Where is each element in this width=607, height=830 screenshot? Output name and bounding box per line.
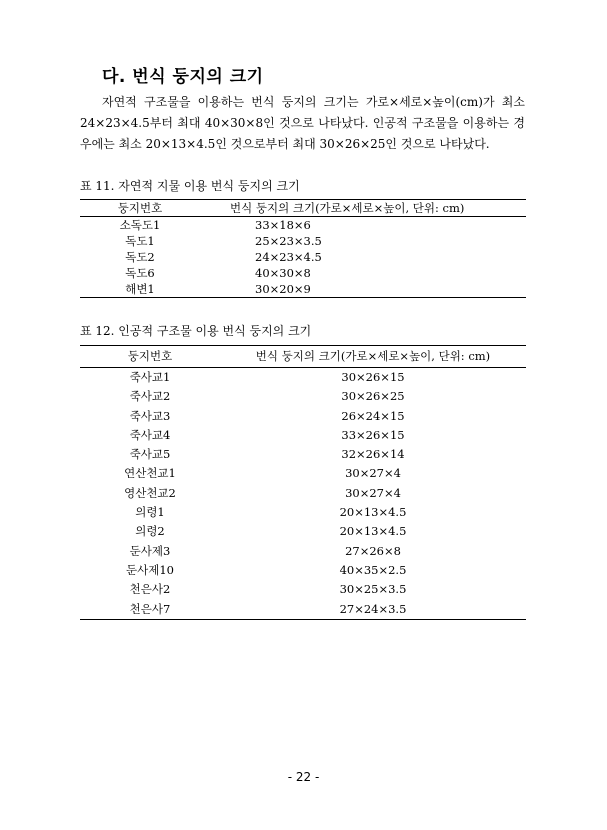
table1-caption: 표 11. 자연적 지물 이용 번식 둥지의 크기	[80, 179, 300, 193]
nest-id-cell: 독도6	[125, 266, 155, 280]
nest-id-cell: 죽사교1	[129, 370, 171, 384]
table-row	[80, 464, 526, 483]
nest-size-cell: 30×26×15	[341, 370, 405, 384]
nest-size-cell: 40×30×8	[255, 266, 311, 280]
paragraph-text: 자연적 구조물을 이용하는 번식 둥지의 크기는 가로×세로×높이(cm)가 최소 24×23×4.5부터 최대 40×30×8인 것으로 나타났다. 인공적 구조물을 이용하는 경우에는 최소 20×13×4.5인 것으로부터 최대 30×26×25인 것으로 나타났다.	[80, 95, 525, 151]
table-row	[80, 580, 526, 599]
nest-size-cell: 30×26×25	[341, 389, 405, 404]
nest-size-cell: 20×13×4.5	[339, 524, 407, 539]
table2-artificial-nests	[80, 345, 526, 620]
nest-id-cell: 독도2	[125, 250, 155, 264]
nest-size-cell: 20×13×4.5	[339, 505, 407, 520]
nest-id-cell: 의령1	[135, 505, 165, 520]
nest-id-cell: 천은사7	[129, 601, 171, 616]
nest-id-cell: 둔사제10	[126, 562, 174, 577]
table-row	[80, 368, 526, 388]
table-row	[80, 407, 526, 426]
nest-size-cell: 40×35×2.5	[339, 562, 407, 577]
nest-size-cell: 32×26×14	[341, 447, 405, 462]
nest-id-cell: 독도1	[125, 234, 155, 248]
nest-id-cell: 죽사교5	[129, 447, 171, 462]
nest-id-cell: 해변1	[125, 282, 155, 296]
section-heading: 다. 번식 둥지의 크기	[102, 67, 264, 87]
table-row	[80, 387, 526, 406]
table-row	[80, 503, 526, 522]
table-row	[80, 217, 526, 234]
nest-size-cell: 30×27×4	[345, 485, 401, 500]
table-row	[80, 426, 526, 445]
table-row	[80, 600, 526, 620]
table-row	[80, 249, 526, 265]
nest-id-cell: 연산천교1	[124, 466, 176, 481]
table-row	[80, 561, 526, 580]
nest-id-cell: 죽사교2	[129, 389, 171, 404]
nest-id-cell: 둔사제3	[129, 543, 171, 558]
nest-id-cell: 죽사교3	[129, 408, 171, 423]
nest-size-cell: 33×26×15	[341, 427, 405, 442]
table2-caption: 표 12. 인공적 구조물 이용 번식 둥지의 크기	[80, 324, 312, 338]
table2-header-size: 번식 둥지의 크기(가로×세로×높이, 단위: cm)	[255, 349, 491, 363]
nest-size-cell: 33×18×6	[255, 218, 311, 232]
nest-size-cell: 30×25×3.5	[339, 582, 407, 597]
table-row	[80, 484, 526, 503]
nest-size-cell: 24×23×4.5	[255, 250, 322, 264]
table-row	[80, 265, 526, 281]
nest-size-cell: 30×20×9	[255, 282, 311, 296]
table1-header-nest-id: 둥지번호	[117, 201, 163, 215]
nest-id-cell: 영산천교2	[124, 485, 176, 500]
nest-id-cell: 천은사2	[129, 582, 171, 597]
table-row	[80, 233, 526, 249]
nest-size-cell: 25×23×3.5	[255, 234, 322, 248]
nest-size-cell: 26×24×15	[341, 408, 405, 423]
table-row	[80, 281, 526, 298]
table1-header-size: 번식 둥지의 크기(가로×세로×높이, 단위: cm)	[230, 201, 465, 215]
table1-header-row	[80, 200, 526, 217]
nest-size-cell: 27×24×3.5	[339, 601, 407, 616]
page-number: - 22 -	[287, 770, 320, 784]
body-paragraph	[80, 92, 525, 155]
nest-size-cell: 27×26×8	[345, 543, 401, 558]
table-row	[80, 542, 526, 561]
nest-size-cell: 30×27×4	[345, 466, 401, 481]
nest-id-cell: 의령2	[135, 524, 165, 539]
table2-header-nest-id: 둥지번호	[127, 349, 173, 363]
nest-id-cell: 죽사교4	[129, 427, 171, 442]
table-row	[80, 522, 526, 541]
table2-header-row	[80, 346, 526, 368]
table1-natural-nests	[80, 199, 526, 298]
table-row	[80, 445, 526, 464]
nest-id-cell: 소독도1	[119, 218, 161, 232]
